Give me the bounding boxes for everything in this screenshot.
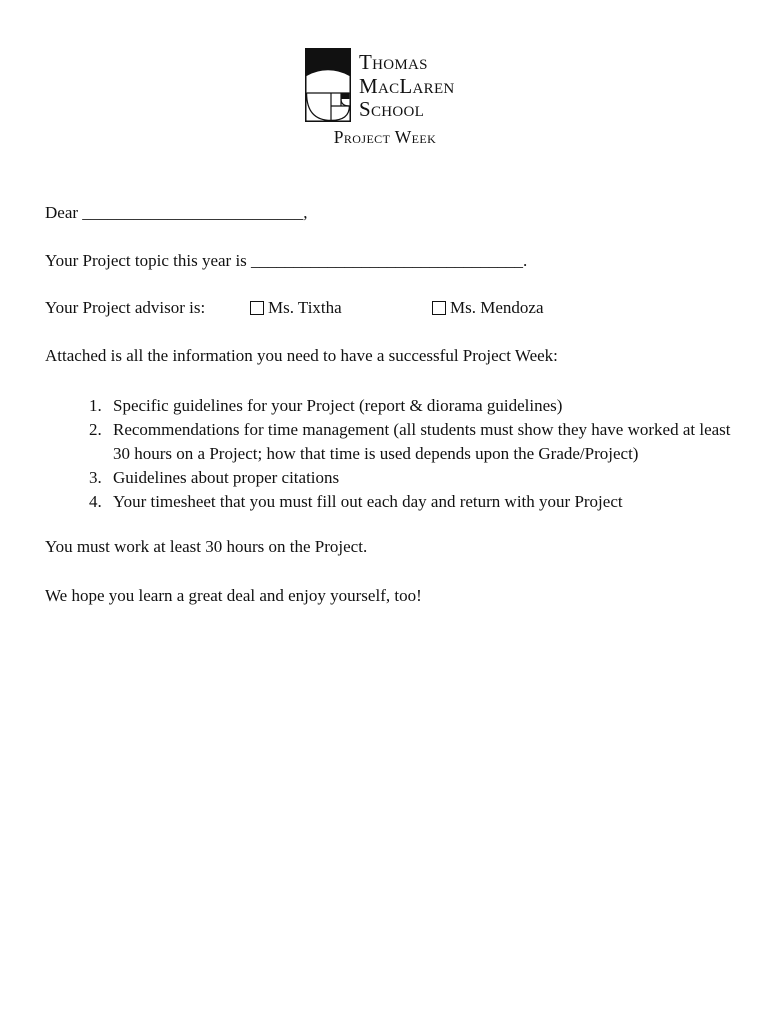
- closing-wish: We hope you learn a great deal and enjoy yourself, too!: [45, 586, 422, 605]
- list-item-number: 4.: [89, 492, 102, 511]
- hours-requirement: You must work at least 30 hours on the Project.: [45, 537, 368, 556]
- school-name: [359, 51, 455, 122]
- school-name-line-3: School: [359, 97, 425, 121]
- list-item-number: 3.: [89, 468, 102, 487]
- list-item-text: Specific guidelines for your Project (report & diorama guidelines): [113, 396, 563, 415]
- list-item-number: 2.: [89, 420, 102, 439]
- list-item-text: Recommendations for time management (all students must show they have worked at least 30 hours on a Project; how that time is used depends upon the Grade/Project): [113, 420, 731, 463]
- advisor-option-mendoza[interactable]: [432, 298, 543, 318]
- advisor-checkbox-mendoza[interactable]: [432, 301, 446, 315]
- advisor-line: [45, 298, 745, 318]
- school-name-line-2: MacLaren: [359, 73, 455, 98]
- advisor-option-label: Ms. Tixtha: [268, 298, 342, 317]
- advisor-option-tixtha[interactable]: [250, 298, 342, 318]
- list-item: [45, 418, 735, 466]
- list-item: [45, 490, 735, 514]
- list-item-text: Your timesheet that you must fill out each day and return with your Project: [113, 492, 623, 511]
- list-item-number: 1.: [89, 396, 102, 415]
- document-subtitle: Project Week: [333, 127, 437, 147]
- salutation-line: Dear __________________________,: [45, 203, 308, 222]
- project-topic-line: Your Project topic this year is ________________________________.: [45, 251, 528, 270]
- advisor-option-label: Ms. Mendoza: [450, 298, 544, 317]
- information-list: [45, 394, 735, 514]
- advisor-label: Your Project advisor is:: [45, 298, 206, 317]
- list-item-text: Guidelines about proper citations: [113, 468, 340, 487]
- school-logo: [305, 48, 465, 122]
- school-name-line-1: Thomas: [359, 50, 428, 74]
- list-item: [45, 394, 735, 418]
- list-item: [45, 466, 735, 490]
- advisor-checkbox-tixtha[interactable]: [250, 301, 264, 315]
- golden-spiral-logo-icon: [305, 48, 351, 122]
- attached-intro: Attached is all the information you need to have a successful Project Week:: [45, 346, 558, 365]
